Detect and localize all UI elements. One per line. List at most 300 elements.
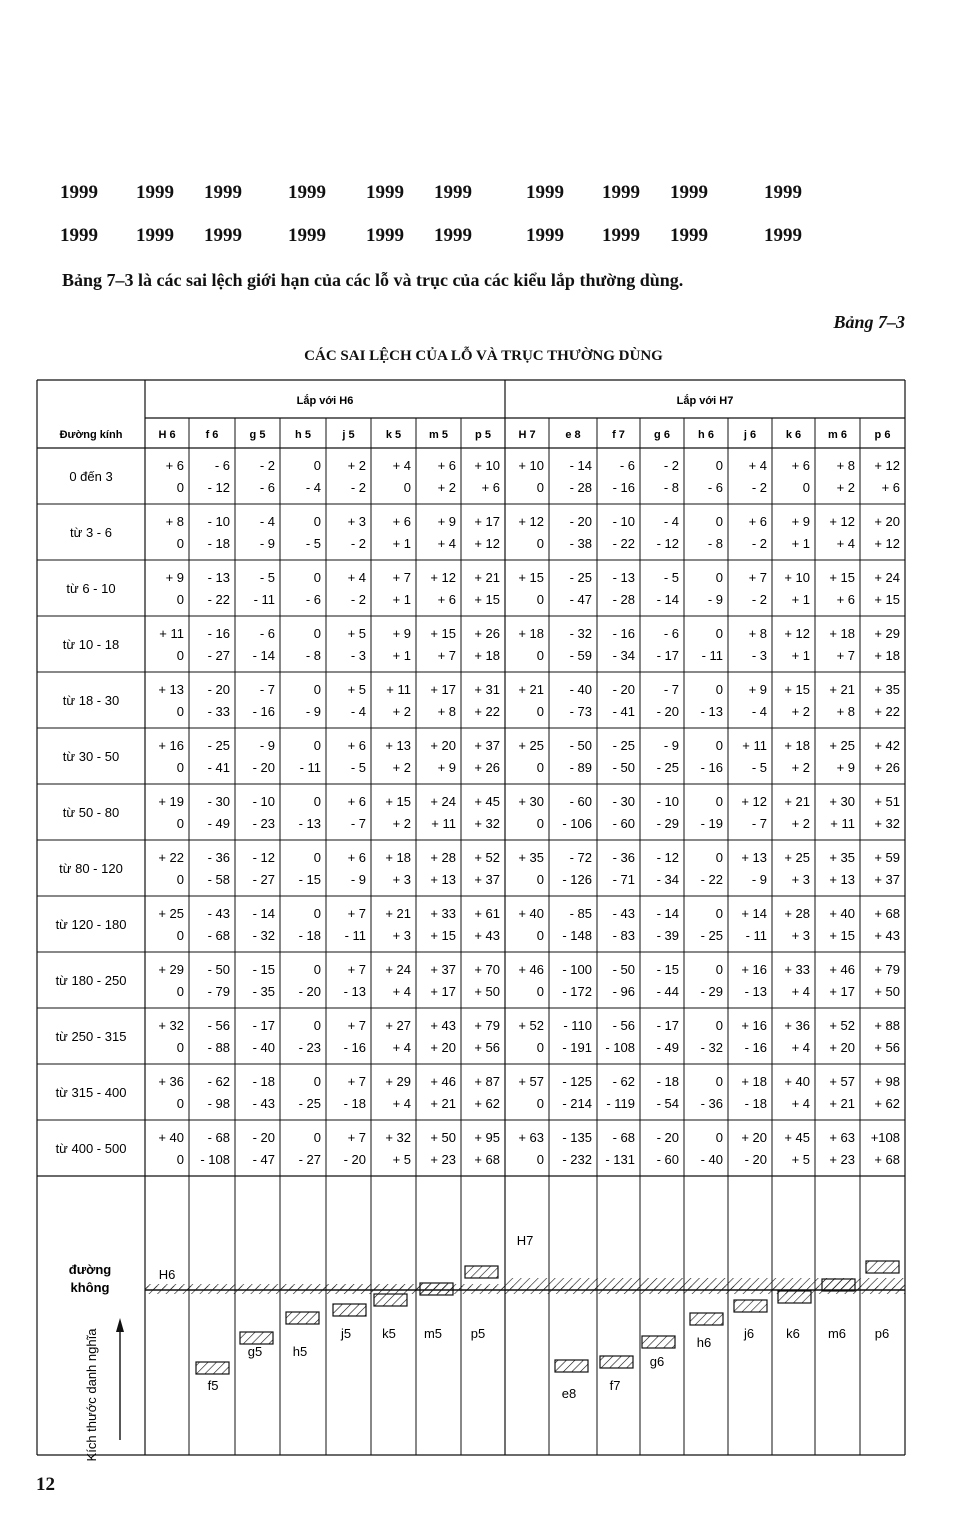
upper-deviation: + 8	[748, 626, 767, 641]
upper-deviation: + 33	[430, 906, 456, 921]
lower-deviation: - 16	[343, 1040, 366, 1055]
upper-deviation: - 6	[619, 458, 635, 473]
upper-deviation: 0	[313, 1018, 321, 1033]
lower-deviation: - 191	[562, 1040, 592, 1055]
tolerance-zone-label: H6	[158, 1267, 176, 1282]
diameter-range: từ 10 - 18	[62, 637, 120, 652]
upper-deviation: - 56	[207, 1018, 230, 1033]
year: 1999	[204, 182, 242, 203]
lower-deviation: - 13	[343, 984, 366, 999]
upper-deviation: + 25	[518, 738, 544, 753]
lower-deviation: + 17	[430, 984, 456, 999]
upper-deviation: + 5	[347, 626, 366, 641]
lower-deviation: + 2	[392, 816, 411, 831]
upper-deviation: - 18	[656, 1074, 679, 1089]
lower-deviation: 0	[536, 816, 544, 831]
upper-deviation: - 60	[569, 794, 592, 809]
upper-deviation: 0	[715, 1130, 723, 1145]
lower-deviation: - 6	[305, 592, 321, 607]
lower-deviation: - 9	[305, 704, 321, 719]
lower-deviation: - 25	[700, 928, 723, 943]
lower-deviation: - 17	[656, 648, 679, 663]
upper-deviation: + 2	[347, 458, 366, 473]
lower-deviation: + 20	[829, 1040, 855, 1055]
lower-deviation: - 6	[259, 480, 275, 495]
lower-deviation: - 13	[700, 704, 723, 719]
lower-deviation: - 119	[606, 1096, 635, 1111]
upper-deviation: + 16	[741, 962, 767, 977]
lower-deviation: + 1	[392, 648, 411, 663]
upper-deviation: + 8	[165, 514, 184, 529]
upper-deviation: 0	[715, 682, 723, 697]
upper-deviation: + 20	[874, 514, 900, 529]
tolerance-zone-box	[690, 1313, 723, 1325]
diameter-range: từ 400 - 500	[55, 1141, 127, 1156]
upper-deviation: - 50	[207, 962, 230, 977]
nominal-size-label: Kích thước danh nghĩa	[84, 1328, 99, 1462]
upper-deviation: - 7	[663, 682, 679, 697]
upper-deviation: + 22	[158, 850, 184, 865]
upper-deviation: + 6	[392, 514, 411, 529]
upper-deviation: + 15	[385, 794, 411, 809]
lower-deviation: - 14	[252, 648, 275, 663]
lower-deviation: - 44	[656, 984, 679, 999]
upper-deviation: + 31	[474, 682, 500, 697]
upper-deviation: + 25	[158, 906, 184, 921]
upper-deviation: + 52	[518, 1018, 544, 1033]
upper-deviation: - 125	[562, 1074, 592, 1089]
upper-deviation: - 9	[259, 738, 275, 753]
upper-deviation: - 17	[252, 1018, 275, 1033]
lower-deviation: - 49	[207, 816, 230, 831]
lower-deviation: - 22	[700, 872, 723, 887]
lower-deviation: 0	[176, 872, 184, 887]
lower-deviation: 0	[176, 984, 184, 999]
upper-deviation: + 45	[784, 1130, 810, 1145]
tolerance-zone-label: j5	[340, 1326, 352, 1341]
upper-deviation: + 30	[829, 794, 855, 809]
upper-deviation: + 21	[385, 906, 411, 921]
lower-deviation: - 14	[656, 592, 679, 607]
upper-deviation: + 63	[518, 1130, 544, 1145]
lower-deviation: - 18	[298, 928, 321, 943]
lower-deviation: - 79	[207, 984, 230, 999]
lower-deviation: + 26	[874, 760, 900, 775]
tolerance-zone-box	[600, 1356, 633, 1368]
lower-deviation: - 18	[343, 1096, 366, 1111]
upper-deviation: + 18	[741, 1074, 767, 1089]
year: 1999	[526, 225, 564, 246]
upper-deviation: - 20	[656, 1130, 679, 1145]
lower-deviation: - 36	[700, 1096, 723, 1111]
tolerance-zone-label: h6	[696, 1335, 712, 1350]
lower-deviation: - 106	[562, 816, 592, 831]
tolerance-zone-box	[822, 1279, 855, 1291]
diameter-range: từ 30 - 50	[62, 749, 120, 764]
upper-deviation: 0	[313, 458, 321, 473]
lower-deviation: 0	[536, 592, 544, 607]
tolerance-zone-box	[420, 1283, 453, 1295]
lower-deviation: - 16	[700, 760, 723, 775]
upper-deviation: - 17	[656, 1018, 679, 1033]
tolerance-zone-label: f5	[207, 1378, 219, 1393]
arrowhead	[116, 1318, 124, 1332]
year: 1999	[136, 182, 174, 203]
upper-deviation: + 50	[430, 1130, 456, 1145]
tolerance-zone-box	[778, 1291, 811, 1303]
upper-deviation: - 43	[207, 906, 230, 921]
upper-deviation: - 16	[207, 626, 230, 641]
lower-deviation: 0	[176, 1040, 184, 1055]
lower-deviation: - 11	[344, 928, 366, 943]
upper-deviation: - 12	[656, 850, 679, 865]
lower-deviation: - 9	[259, 536, 275, 551]
upper-deviation: + 35	[829, 850, 855, 865]
upper-deviation: - 36	[207, 850, 230, 865]
upper-deviation: + 7	[347, 1074, 366, 1089]
upper-deviation: + 63	[829, 1130, 855, 1145]
upper-deviation: + 7	[347, 1018, 366, 1033]
upper-deviation: - 15	[656, 962, 679, 977]
lower-deviation: 0	[176, 1152, 184, 1167]
lower-deviation: + 3	[392, 872, 411, 887]
upper-deviation: + 4	[748, 458, 767, 473]
lower-deviation: + 11	[431, 816, 456, 831]
upper-deviation: 0	[715, 626, 723, 641]
lower-deviation: - 83	[612, 928, 635, 943]
column-header: h 5	[295, 429, 311, 441]
upper-deviation: + 36	[158, 1074, 184, 1089]
tolerance-zone-box	[866, 1261, 899, 1273]
upper-deviation: + 70	[474, 962, 500, 977]
upper-deviation: + 28	[784, 906, 810, 921]
column-header: e 8	[565, 429, 581, 441]
upper-deviation: + 46	[829, 962, 855, 977]
lower-deviation: - 41	[612, 704, 635, 719]
upper-deviation: + 35	[518, 850, 544, 865]
lower-deviation: - 2	[751, 480, 767, 495]
lower-deviation: - 18	[744, 1096, 767, 1111]
upper-deviation: 0	[313, 626, 321, 641]
lower-deviation: 0	[176, 1096, 184, 1111]
year: 1999	[288, 225, 326, 246]
upper-deviation: + 6	[748, 514, 767, 529]
year: 1999	[60, 225, 98, 246]
tolerance-zone-label: g5	[247, 1344, 263, 1359]
lower-deviation: + 68	[474, 1152, 500, 1167]
year: 1999	[366, 182, 404, 203]
upper-deviation: + 79	[874, 962, 900, 977]
lower-deviation: - 3	[751, 648, 767, 663]
column-header: h 6	[698, 429, 714, 441]
lower-deviation: - 71	[612, 872, 635, 887]
upper-deviation: - 68	[612, 1130, 635, 1145]
lower-deviation: + 9	[437, 760, 456, 775]
lower-deviation: + 5	[791, 1152, 810, 1167]
upper-deviation: + 24	[430, 794, 456, 809]
upper-deviation: + 10	[474, 458, 500, 473]
upper-deviation: - 6	[663, 626, 679, 641]
upper-deviation: + 15	[518, 570, 544, 585]
lower-deviation: + 6	[481, 480, 500, 495]
year: 1999	[366, 225, 404, 246]
lower-deviation: - 41	[207, 760, 230, 775]
diameter-range: từ 315 - 400	[55, 1085, 127, 1100]
column-header: k 5	[385, 429, 402, 441]
lower-deviation: - 25	[656, 760, 679, 775]
lower-deviation: - 4	[305, 480, 321, 495]
lower-deviation: 0	[536, 1096, 544, 1111]
upper-deviation: + 29	[158, 962, 184, 977]
column-header: j 6	[743, 429, 757, 441]
upper-deviation: - 6	[214, 458, 230, 473]
lower-deviation: - 34	[612, 648, 635, 663]
lower-deviation: + 7	[836, 648, 855, 663]
lower-deviation: - 43	[252, 1096, 275, 1111]
lower-deviation: - 11	[701, 648, 723, 663]
year: 1999	[288, 182, 326, 203]
upper-deviation: - 14	[252, 906, 275, 921]
upper-deviation: + 7	[347, 1130, 366, 1145]
lower-deviation: - 35	[252, 984, 275, 999]
column-header: f 6	[205, 429, 219, 441]
upper-deviation: - 13	[207, 570, 230, 585]
lower-deviation: + 2	[791, 760, 810, 775]
lower-deviation: - 20	[252, 760, 275, 775]
lower-deviation: + 6	[836, 592, 855, 607]
lower-deviation: + 17	[829, 984, 855, 999]
column-header: m 5	[429, 429, 448, 441]
lower-deviation: - 214	[562, 1096, 592, 1111]
tolerance-zone-box	[465, 1266, 498, 1278]
upper-deviation: 0	[313, 682, 321, 697]
upper-deviation: + 35	[874, 682, 900, 697]
upper-deviation: + 18	[385, 850, 411, 865]
tolerance-zone-box	[286, 1312, 319, 1324]
lower-deviation: - 20	[343, 1152, 366, 1167]
lower-deviation: 0	[802, 480, 810, 495]
lower-deviation: - 27	[298, 1152, 321, 1167]
upper-deviation: - 7	[259, 682, 275, 697]
upper-deviation: 0	[715, 794, 723, 809]
upper-deviation: + 12	[430, 570, 456, 585]
lower-deviation: + 9	[836, 760, 855, 775]
diameter-range: 0 đến 3	[69, 469, 113, 484]
lower-deviation: - 3	[350, 648, 366, 663]
lower-deviation: - 2	[350, 592, 366, 607]
lower-deviation: + 62	[874, 1096, 900, 1111]
upper-deviation: - 18	[252, 1074, 275, 1089]
upper-deviation: 0	[313, 794, 321, 809]
upper-deviation: - 25	[569, 570, 592, 585]
upper-deviation: + 6	[347, 850, 366, 865]
upper-deviation: 0	[313, 1130, 321, 1145]
upper-deviation: - 10	[252, 794, 275, 809]
upper-deviation: + 52	[829, 1018, 855, 1033]
upper-deviation: - 6	[259, 626, 275, 641]
lower-deviation: - 16	[744, 1040, 767, 1055]
upper-deviation: + 6	[165, 458, 184, 473]
lower-deviation: - 88	[207, 1040, 230, 1055]
upper-deviation: - 13	[612, 570, 635, 585]
upper-deviation: + 21	[474, 570, 500, 585]
upper-deviation: + 40	[829, 906, 855, 921]
upper-deviation: + 21	[784, 794, 810, 809]
upper-deviation: + 25	[784, 850, 810, 865]
year: 1999	[764, 182, 802, 203]
lower-deviation: - 47	[252, 1152, 275, 1167]
tolerance-zone-label: p5	[470, 1326, 486, 1341]
lower-deviation: + 22	[874, 704, 900, 719]
upper-deviation: + 8	[836, 458, 855, 473]
upper-deviation: + 57	[829, 1074, 855, 1089]
lower-deviation: - 172	[562, 984, 592, 999]
upper-deviation: 0	[715, 1018, 723, 1033]
lower-deviation: - 73	[569, 704, 592, 719]
lower-deviation: - 50	[612, 760, 635, 775]
lower-deviation: - 29	[700, 984, 723, 999]
lower-deviation: - 2	[751, 536, 767, 551]
upper-deviation: + 79	[474, 1018, 500, 1033]
diameter-range: từ 50 - 80	[62, 805, 120, 820]
tolerance-zone-box	[555, 1360, 588, 1372]
diameter-range: từ 80 - 120	[59, 861, 123, 876]
upper-deviation: - 9	[663, 738, 679, 753]
lower-deviation: - 232	[562, 1152, 592, 1167]
tolerance-zone-box	[196, 1362, 229, 1374]
upper-deviation: - 4	[663, 514, 679, 529]
upper-deviation: 0	[715, 570, 723, 585]
lower-deviation: - 9	[707, 592, 723, 607]
upper-deviation: + 4	[347, 570, 366, 585]
lower-deviation: - 15	[298, 872, 321, 887]
lower-deviation: + 32	[874, 816, 900, 831]
lower-deviation: - 5	[350, 760, 366, 775]
upper-deviation: 0	[715, 850, 723, 865]
lower-deviation: - 23	[252, 816, 275, 831]
tolerance-zone-label: g6	[649, 1354, 665, 1369]
tolerance-zone-label: h5	[292, 1344, 308, 1359]
upper-deviation: - 135	[562, 1130, 592, 1145]
upper-deviation: + 30	[518, 794, 544, 809]
lower-deviation: - 28	[612, 592, 635, 607]
column-header: g 6	[654, 429, 670, 441]
upper-deviation: + 46	[430, 1074, 456, 1089]
tolerance-zone-label: j6	[743, 1326, 755, 1341]
lower-deviation: + 5	[392, 1152, 411, 1167]
upper-deviation: + 11	[159, 626, 184, 641]
lower-deviation: - 49	[656, 1040, 679, 1055]
upper-deviation: + 7	[347, 962, 366, 977]
lower-deviation: + 13	[430, 872, 456, 887]
upper-deviation: + 52	[474, 850, 500, 865]
lower-deviation: 0	[176, 928, 184, 943]
upper-deviation: + 4	[392, 458, 411, 473]
lower-deviation: + 20	[430, 1040, 456, 1055]
upper-deviation: + 24	[385, 962, 411, 977]
lower-deviation: 0	[536, 1040, 544, 1055]
upper-deviation: + 6	[347, 738, 366, 753]
lower-deviation: + 12	[474, 536, 500, 551]
upper-deviation: + 29	[874, 626, 900, 641]
lower-deviation: - 108	[200, 1152, 230, 1167]
upper-deviation: 0	[313, 570, 321, 585]
upper-deviation: - 72	[569, 850, 592, 865]
upper-deviation: + 40	[784, 1074, 810, 1089]
upper-deviation: - 32	[569, 626, 592, 641]
lower-deviation: - 11	[299, 760, 321, 775]
upper-deviation: 0	[313, 1074, 321, 1089]
lower-deviation: - 28	[569, 480, 592, 495]
upper-deviation: + 33	[784, 962, 810, 977]
upper-deviation: - 5	[259, 570, 275, 585]
lower-deviation: - 8	[707, 536, 723, 551]
lower-deviation: + 2	[392, 704, 411, 719]
tolerance-zone-label: k5	[382, 1326, 396, 1341]
lower-deviation: - 40	[700, 1152, 723, 1167]
lower-deviation: + 18	[874, 648, 900, 663]
tolerance-zone-box	[240, 1332, 273, 1344]
column-header: p 5	[475, 429, 491, 441]
upper-deviation: + 10	[784, 570, 810, 585]
upper-deviation: + 43	[430, 1018, 456, 1033]
year: 1999	[602, 225, 640, 246]
lower-deviation: - 27	[207, 648, 230, 663]
upper-deviation: + 45	[474, 794, 500, 809]
lower-deviation: + 15	[829, 928, 855, 943]
upper-deviation: + 20	[430, 738, 456, 753]
lower-deviation: + 21	[829, 1096, 855, 1111]
upper-deviation: 0	[715, 1074, 723, 1089]
lower-deviation: + 23	[430, 1152, 456, 1167]
lower-deviation: - 12	[656, 536, 679, 551]
lower-deviation: + 11	[830, 816, 855, 831]
upper-deviation: 0	[715, 458, 723, 473]
lower-deviation: - 16	[252, 704, 275, 719]
year: 1999	[434, 225, 472, 246]
column-header: p 6	[874, 429, 891, 441]
lower-deviation: - 54	[656, 1096, 679, 1111]
upper-deviation: + 9	[791, 514, 810, 529]
lower-deviation: - 47	[569, 592, 592, 607]
lower-deviation: + 15	[474, 592, 500, 607]
lower-deviation: + 37	[874, 872, 900, 887]
upper-deviation: - 15	[252, 962, 275, 977]
lower-deviation: - 5	[751, 760, 767, 775]
lower-deviation: + 50	[874, 984, 900, 999]
lower-deviation: 0	[176, 480, 184, 495]
upper-deviation: - 62	[612, 1074, 635, 1089]
upper-deviation: + 18	[784, 738, 810, 753]
lower-deviation: + 4	[791, 1040, 810, 1055]
group-heading-h7: Lắp với H7	[676, 395, 734, 407]
year: 1999	[602, 182, 640, 203]
upper-deviation: 0	[715, 738, 723, 753]
column-header: g 5	[249, 429, 266, 441]
lower-deviation: - 39	[656, 928, 679, 943]
upper-deviation: + 10	[518, 458, 544, 473]
lower-deviation: - 108	[605, 1040, 635, 1055]
upper-deviation: 0	[313, 906, 321, 921]
upper-deviation: + 7	[347, 906, 366, 921]
year: 1999	[60, 182, 98, 203]
column-header: m 6	[828, 429, 847, 441]
lower-deviation: 0	[536, 984, 544, 999]
upper-deviation: + 21	[829, 682, 855, 697]
upper-deviation: + 6	[437, 458, 456, 473]
lower-deviation: - 11	[253, 592, 275, 607]
column-header: j 5	[342, 429, 355, 441]
